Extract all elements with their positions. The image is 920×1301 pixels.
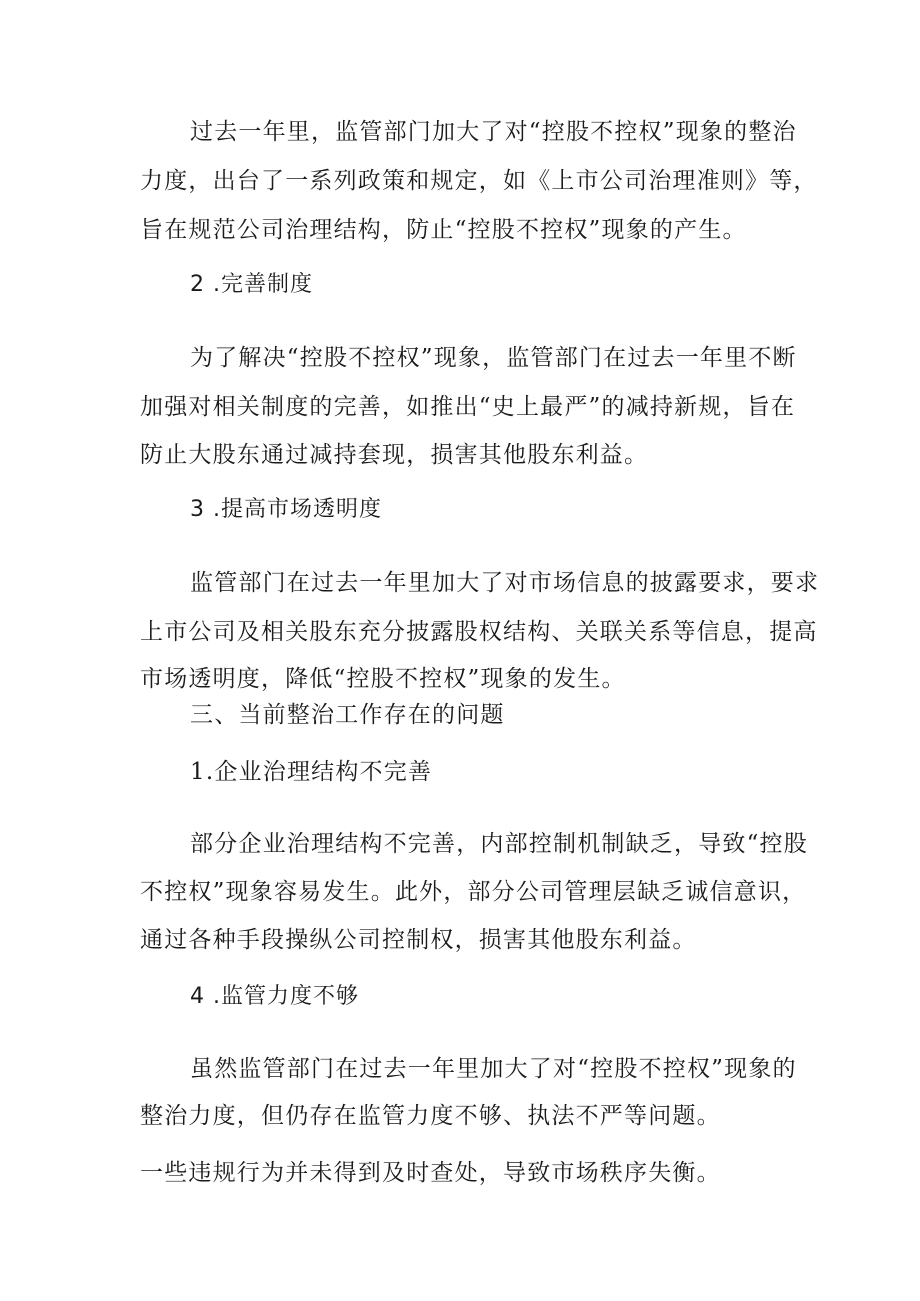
paragraph-1-line-3: 旨在规范公司治理结构，防止“控股不控权”现象的产生。: [140, 217, 747, 243]
section-title-current-problems: 三、当前整治工作存在的问题: [190, 702, 505, 728]
paragraph-1-line-1: 过去一年里，监管部门加大了对“控股不控权”现象的整治: [190, 119, 797, 145]
paragraph-2-line-3: 防止大股东通过减持套现，损害其他股东利益。: [140, 442, 649, 468]
heading-insufficient-supervision: 4 .监管力度不够: [190, 984, 359, 1009]
paragraph-4-line-1: 部分企业治理结构不完善，内部控制机制缺乏，导致“控股: [190, 831, 808, 857]
paragraph-3-line-3: 市场透明度，降低“控股不控权”现象的发生。: [140, 666, 626, 692]
paragraph-5-line-2: 整治力度，但仍存在监管力度不够、执法不严等问题。: [140, 1103, 721, 1129]
paragraph-1-line-2: 力度，出台了一系列政策和规定，如《上市公司治理准则》等，: [140, 168, 818, 194]
paragraph-4-line-2: 不控权”现象容易发生。此外，部分公司管理层缺乏诚信意识，: [140, 879, 807, 905]
heading-improve-system: 2 .完善制度: [190, 272, 313, 297]
paragraph-5-line-1: 虽然监管部门在过去一年里加大了对“控股不控权”现象的: [190, 1056, 797, 1082]
paragraph-2-line-2: 加强对相关制度的完善，如推出“史上最严”的减持新规，旨在: [140, 394, 796, 420]
paragraph-3-line-2: 上市公司及相关股东充分披露股权结构、关联关系等信息，提高: [140, 619, 818, 645]
heading-governance-structure: 1.企业治理结构不完善: [190, 759, 433, 785]
paragraph-6: 一些违规行为并未得到及时查处，导致市场秩序失衡。: [140, 1160, 721, 1186]
paragraph-3-line-1: 监管部门在过去一年里加大了对市场信息的披露要求，要求: [190, 570, 820, 596]
paragraph-2-line-1: 为了解决“控股不控权”现象，监管部门在过去一年里不断: [190, 345, 797, 371]
paragraph-4-line-3: 通过各种手段操纵公司控制权，损害其他股东利益。: [140, 927, 697, 953]
heading-market-transparency: 3 .提高市场透明度: [190, 497, 382, 522]
